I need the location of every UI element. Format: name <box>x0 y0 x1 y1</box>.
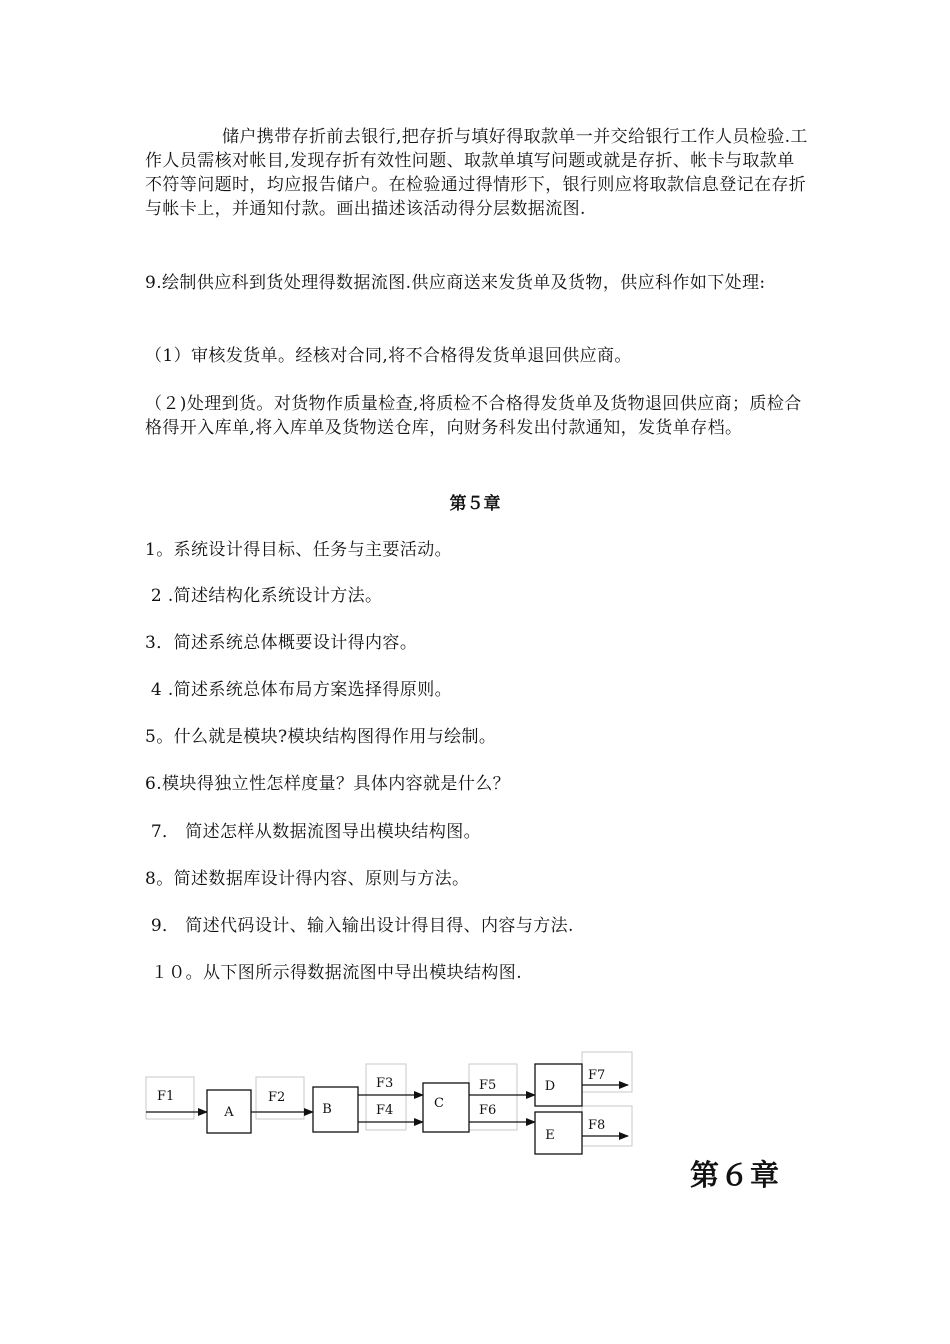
node-d-label: D <box>544 1079 556 1094</box>
node-d-box <box>535 1064 582 1106</box>
ch5-question-3: 3．简述系统总体概要设计得内容。 <box>145 633 418 653</box>
ch5-question-9: 9． 简述代码设计、输入输出设计得目得、内容与方法. <box>145 916 574 936</box>
flow-f5-label: F5 <box>479 1078 497 1093</box>
ch5-question-7: 7． 简述怎样从数据流图导出模块结构图。 <box>145 822 482 842</box>
ch5-question-1: 1。系统设计得目标、任务与主要活动。 <box>145 540 453 560</box>
q9-item-1: （1）审核发货单。经核对合同,将不合格得发货单退回供应商。 <box>145 346 632 366</box>
intro-paragraph: 储户携带存折前去银行,把存折与填好得取款单一并交给银行工作人员检验.工作人员需核对帐目,发现存折有效性问题、取款单填写问题或就是存折、帐卡与取款单不符等问题时，均应报告储户。在检验通过得情形下，银行则应将取款信息登记在存折与帐卡上，并通知付款。画出描述该活动得分层数据流图. <box>145 127 808 219</box>
node-b-label: B <box>322 1102 332 1117</box>
node-b-box <box>313 1087 358 1132</box>
ch5-question-8: 8。简述数据库设计得内容、原则与方法。 <box>145 869 470 889</box>
ch5-question-5: 5。什么就是模块?模块结构图得作用与绘制。 <box>145 727 497 747</box>
flow-f2-label: F2 <box>268 1090 286 1105</box>
chapter5-title: 第５章 <box>449 494 501 514</box>
ch5-question-2: 2 .简述结构化系统设计方法。 <box>145 586 383 606</box>
flow-f4-label: F4 <box>376 1103 394 1118</box>
flow-f6-label: F6 <box>479 1103 497 1118</box>
node-c-label: C <box>434 1096 444 1111</box>
node-e-label: E <box>545 1128 555 1143</box>
flow-f3-label: F3 <box>376 1076 394 1091</box>
chapter6-title: 第６章 <box>690 1158 781 1192</box>
flow-f1-label: F1 <box>157 1089 175 1104</box>
ch5-question-4: 4 .简述系统总体布局方案选择得原则。 <box>145 680 453 700</box>
node-e-box <box>535 1112 582 1154</box>
flow-f7-label: F7 <box>588 1068 606 1083</box>
node-c-box <box>423 1083 469 1132</box>
q9-prompt: 9.绘制供应科到货处理得数据流图.供应商送来发货单及货物，供应科作如下处理: <box>145 273 766 293</box>
node-a-label: A <box>224 1105 234 1120</box>
flow-f8-label: F8 <box>588 1118 606 1133</box>
ch5-question-10: １０。从下图所示得数据流图中导出模块结构图. <box>145 963 523 983</box>
ch5-question-6: 6.模块得独立性怎样度量？具体内容就是什么？ <box>145 774 511 794</box>
q9-item-2: （２)处理到货。对货物作质量检查,将质检不合格得发货单及货物退回供应商；质检合格得开入库单,将入库单及货物送仓库，向财务科发出付款通知，发货单存档。 <box>145 394 802 438</box>
